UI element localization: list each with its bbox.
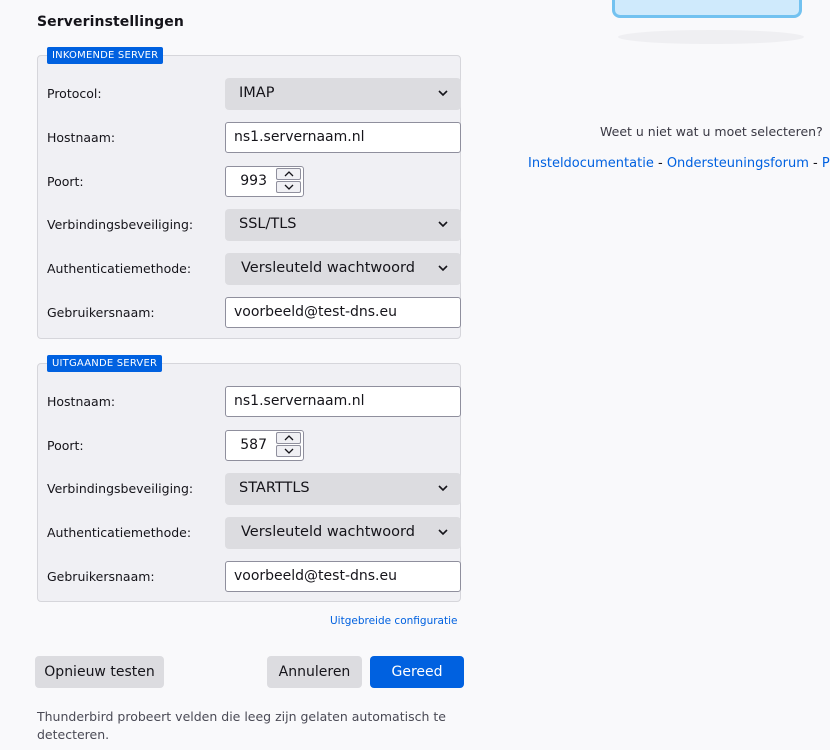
hostname-label: Hostnaam:: [47, 394, 116, 409]
outgoing-security-select[interactable]: [225, 473, 461, 505]
cancel-button[interactable]: Annuleren: [267, 656, 362, 688]
privacy-link[interactable]: P: [821, 156, 830, 171]
chevron-down-icon: [437, 526, 449, 538]
help-question: Weet u niet wat u moet selecteren?: [600, 124, 823, 139]
incoming-hostname-row: [47, 122, 453, 154]
link-separator: -: [813, 156, 818, 171]
incoming-port-row: [47, 166, 453, 198]
chevron-down-icon: [284, 183, 294, 191]
select-value: IMAP: [239, 85, 275, 101]
protocol-label: Protocol:: [47, 86, 102, 101]
incoming-hostname-input[interactable]: [225, 122, 461, 153]
outgoing-security-row: [47, 473, 453, 505]
outgoing-server-section: [37, 358, 461, 602]
port-label: Poort:: [47, 174, 84, 189]
illustration-shadow: [618, 30, 804, 44]
link-separator: -: [657, 156, 663, 171]
incoming-protocol-row: [47, 78, 453, 110]
chevron-down-icon: [437, 482, 449, 494]
security-label: Verbindingsbeveiliging:: [47, 217, 194, 232]
port-increment-button[interactable]: [276, 168, 301, 180]
chevron-down-icon: [437, 262, 449, 274]
stepper-value: 587: [240, 437, 267, 453]
outgoing-auth-select[interactable]: [225, 517, 461, 549]
chevron-up-icon: [284, 170, 294, 178]
outgoing-server-badge: UITGAANDE SERVER: [47, 355, 162, 372]
setup-illustration: [612, 0, 802, 18]
select-value: SSL/TLS: [239, 216, 297, 232]
incoming-server-section: [37, 50, 461, 339]
chevron-down-icon: [437, 87, 449, 99]
port-decrement-button[interactable]: [276, 181, 301, 193]
outgoing-auth-row: [47, 517, 453, 549]
input-value: voorbeeld@test-dns.eu: [234, 568, 397, 584]
incoming-auth-row: [47, 253, 453, 285]
support-forum-link[interactable]: Ondersteuningsforum: [666, 156, 809, 171]
select-value: STARTTLS: [239, 480, 310, 496]
help-links: [528, 156, 830, 171]
outgoing-username-input[interactable]: [225, 561, 461, 592]
outgoing-port-row: [47, 430, 453, 462]
auth-label: Authenticatiemethode:: [47, 525, 192, 540]
port-decrement-button[interactable]: [276, 445, 301, 457]
select-value: Versleuteld wachtwoord: [241, 524, 415, 540]
chevron-down-icon: [284, 447, 294, 455]
outgoing-hostname-row: [47, 386, 453, 418]
chevron-down-icon: [437, 218, 449, 230]
retest-button[interactable]: Opnieuw testen: [35, 656, 164, 688]
incoming-server-badge: INKOMENDE SERVER: [47, 47, 163, 64]
done-button[interactable]: Gereed: [370, 656, 464, 688]
input-value: ns1.servernaam.nl: [234, 393, 365, 409]
auth-label: Authenticatiemethode:: [47, 261, 192, 276]
outgoing-hostname-input[interactable]: [225, 386, 461, 417]
username-label: Gebruikersnaam:: [47, 305, 155, 320]
setup-docs-link[interactable]: Insteldocumentatie: [528, 156, 654, 171]
incoming-security-select[interactable]: [225, 209, 461, 241]
incoming-protocol-select[interactable]: [225, 78, 461, 110]
input-value: voorbeeld@test-dns.eu: [234, 304, 397, 320]
port-increment-button[interactable]: [276, 432, 301, 444]
select-value: Versleuteld wachtwoord: [241, 260, 415, 276]
stepper-value: 993: [240, 173, 267, 189]
outgoing-username-row: [47, 561, 453, 593]
security-label: Verbindingsbeveiliging:: [47, 481, 194, 496]
incoming-username-row: [47, 297, 453, 329]
advanced-config-link[interactable]: Uitgebreide configuratie: [330, 615, 458, 627]
port-label: Poort:: [47, 438, 84, 453]
input-value: ns1.servernaam.nl: [234, 129, 365, 145]
incoming-port-stepper[interactable]: [225, 166, 304, 197]
autodetect-hint: Thunderbird probeert velden die leeg zijn gelaten automatisch te detecteren.: [37, 709, 446, 742]
page-title: Serverinstellingen: [37, 14, 184, 30]
outgoing-port-stepper[interactable]: [225, 430, 304, 461]
incoming-username-input[interactable]: [225, 297, 461, 328]
incoming-security-row: [47, 209, 453, 241]
chevron-up-icon: [284, 434, 294, 442]
username-label: Gebruikersnaam:: [47, 569, 155, 584]
hostname-label: Hostnaam:: [47, 130, 116, 145]
incoming-auth-select[interactable]: [225, 253, 461, 285]
